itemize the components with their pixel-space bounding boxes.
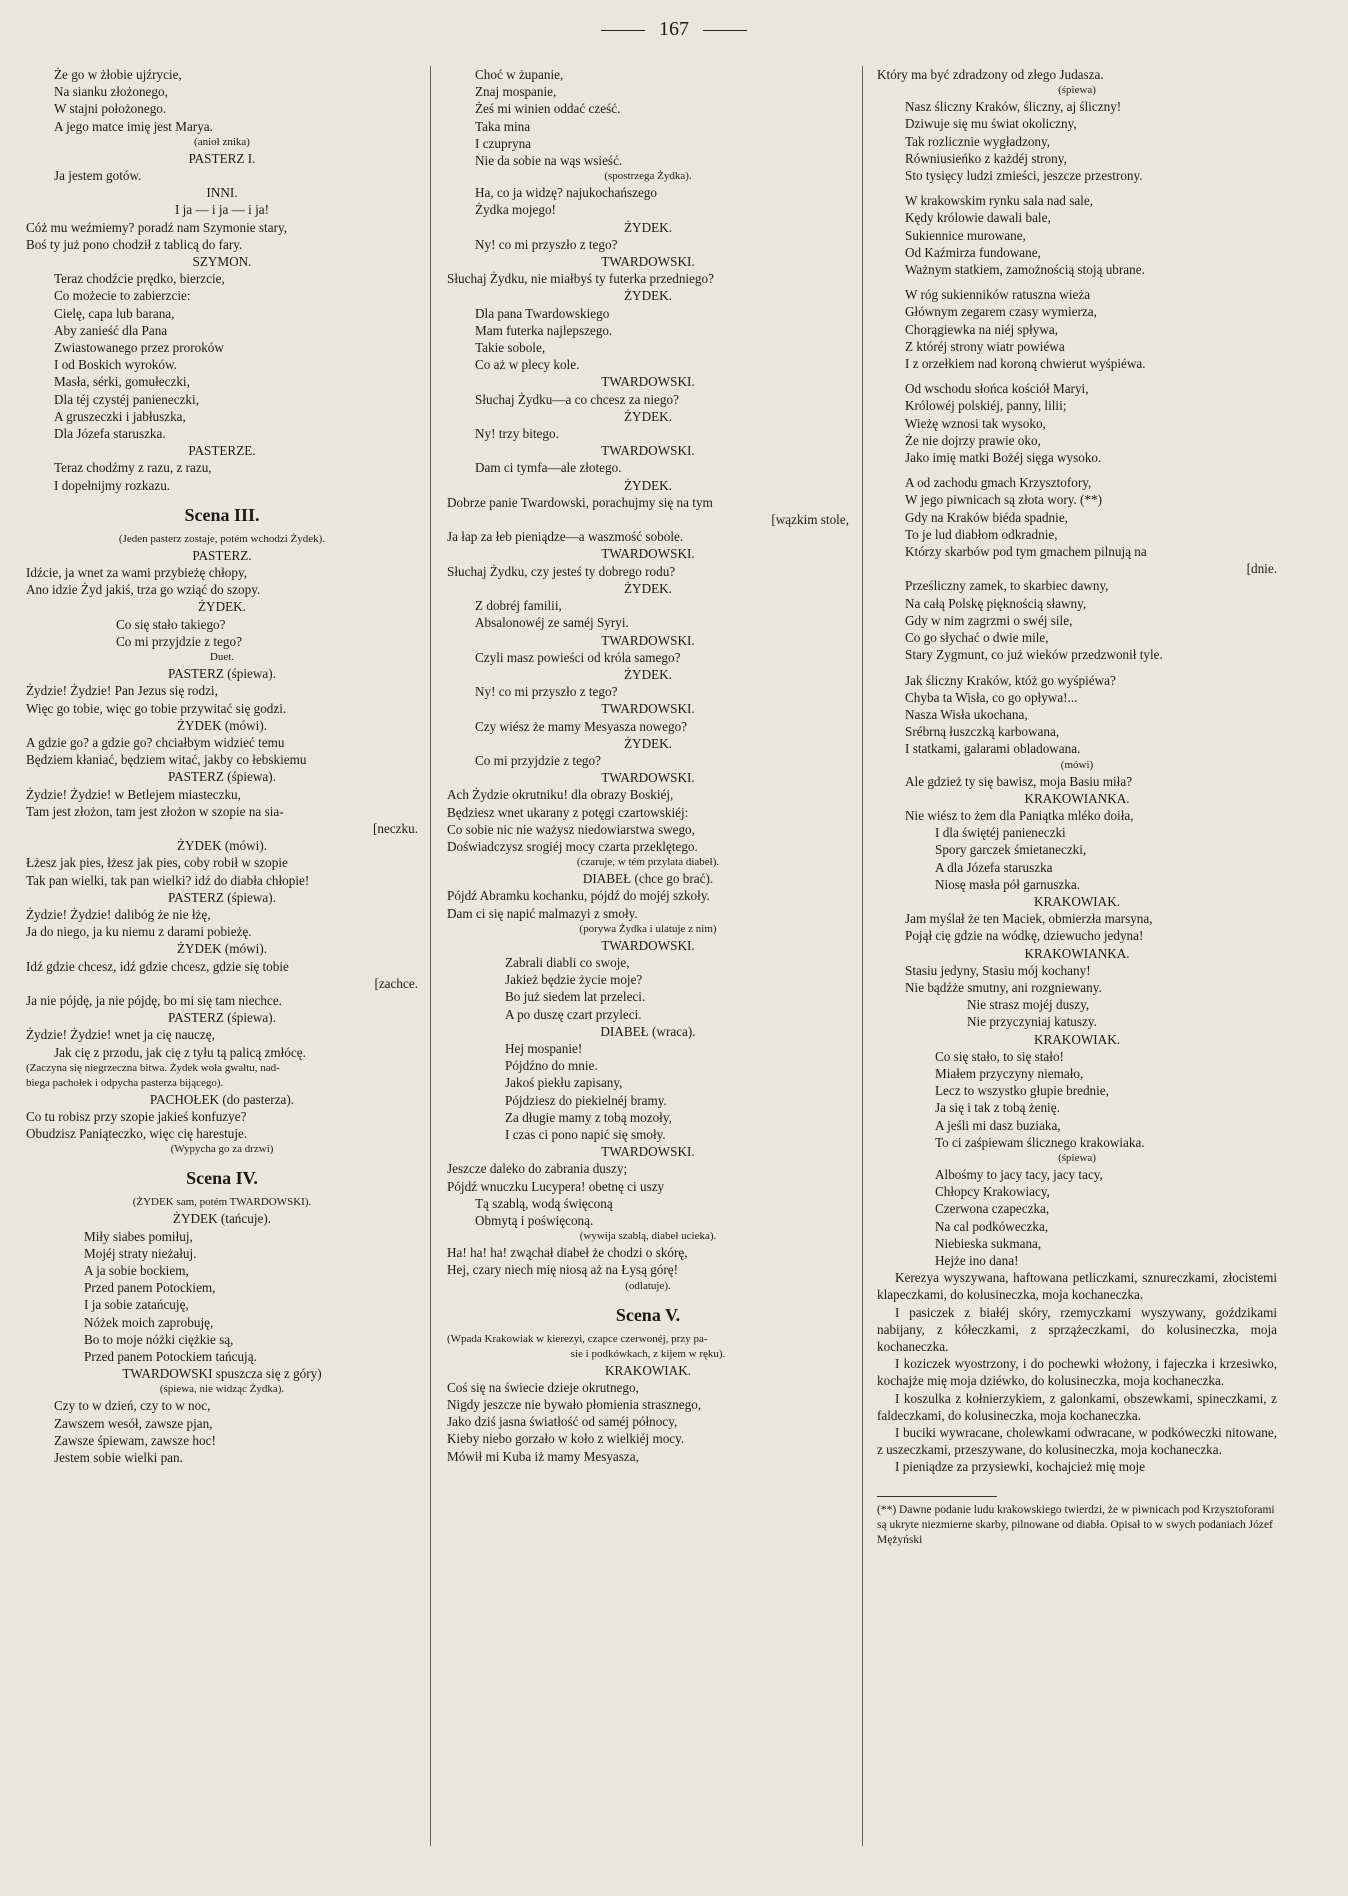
text-line: Od wschodu słońca kościół Maryi, (905, 381, 1089, 397)
stanza-gap (877, 184, 1277, 192)
text-line: Czyli masz powieści od króla samego? (475, 649, 681, 665)
text-line: Nóżek moich zaprobuję, (84, 1314, 214, 1330)
text-line: Stary Zygmunt, co już wieków przedzwonił tyle. (905, 647, 1163, 663)
text-line: PASTERZ I. (188, 150, 256, 166)
scene-heading: Scena III. (184, 504, 260, 525)
text-line: Zwiastowanego przez proroków (54, 340, 224, 356)
text-line: Miły siabes pomiłuj, (84, 1228, 193, 1244)
text-line: Ny! trzy bitego. (475, 426, 559, 442)
text-line: I z orzełkiem nad koroną chwierut wyśpiéwa. (905, 356, 1146, 372)
text-line: Pójdźno do mnie. (505, 1058, 598, 1074)
text-line: Jakoś piekłu zapisany, (505, 1075, 623, 1091)
text-line: Czerwona czapeczka, (935, 1201, 1050, 1217)
text-line: PASTERZ (śpiewa). (168, 769, 276, 785)
text-line: Z któréj strony wiatr powiéwa (905, 338, 1065, 354)
text-line: [dnie. (1246, 561, 1277, 577)
text-line: Zawsze śpiewam, zawsze hoc! (54, 1432, 216, 1448)
text-line: Zabrali diabli co swoje, (505, 954, 630, 970)
text-line: Dam ci tymfa—ale złotego. (475, 460, 622, 476)
text-line: (śpiewa) (1058, 1151, 1096, 1164)
text-line: Co aż w plecy kole. (475, 357, 580, 373)
text-line: Idźcie, ja wnet za wami przybieżę chłopy, (26, 565, 248, 581)
text-line: Jestem sobie wielki pan. (54, 1450, 183, 1466)
text-line: PASTERZ (śpiewa). (168, 1010, 276, 1026)
text-line: Chorągiewka na niéj spływa, (905, 321, 1059, 337)
text-line: Pójdź wnuczku Lucypera! obetnę ci uszy (447, 1178, 665, 1194)
text-line: Więc go tobie, więc go tobie przywitać się godzi. (26, 700, 287, 716)
text-line: Bo to moje nóżki ciężkie są, (84, 1331, 234, 1347)
text-line: ŻYDEK. (624, 666, 672, 682)
text-line: Ny! co mi przyszło z tego? (475, 236, 618, 252)
text-line: A po duszę czart przyleci. (505, 1006, 642, 1022)
header-rule-left (601, 30, 645, 31)
text-line: Tą szablą, wodą święconą (475, 1195, 613, 1211)
text-line: PASTERZ. (192, 547, 252, 563)
text-line: (spostrzega Żydka). (604, 170, 692, 183)
text-line: [neczku. (372, 820, 418, 836)
text-line: Jeszcze daleko do zabrania duszy; (447, 1161, 628, 1177)
text-line: Będziem kłaniać, będziem witać, jakby co łebskiemu (26, 752, 307, 768)
text-line: Słuchaj Żydku, czy jesteś ty dobrego rodu? (447, 563, 676, 579)
text-line: Ha, co ja widzę? najukochańszego (475, 185, 657, 201)
text-line: I od Boskich wyroków. (54, 357, 177, 373)
text-line: Hejże ino dana! (935, 1253, 1019, 1268)
text-line: Srébrną łuszczką karbowana, (905, 724, 1060, 740)
text-line: DIABEŁ (wraca). (600, 1023, 696, 1039)
text-line: (mówi) (1060, 758, 1094, 771)
text-line: Nasz śliczny Kraków, śliczny, aj śliczny! (905, 99, 1122, 115)
text-line: W jego piwnicach są złota wory. (**) (905, 492, 1103, 508)
text-line: Idź gdzie chcesz, idź gdzie chcesz, gdzie się tobie (26, 958, 289, 974)
text-line: A ja sobie bockiem, (84, 1262, 189, 1278)
text-line: Nie strasz mojéj duszy, (967, 997, 1090, 1013)
text-line: ŻYDEK. (624, 408, 672, 424)
text-line: Znaj mospanie, (475, 84, 557, 100)
text-line: INNI. (206, 185, 238, 201)
text-line: Niebieska sukmana, (935, 1235, 1042, 1251)
text-line: Lecz to wszystko głupie brednie, (935, 1083, 1109, 1099)
prose-paragraph: I koziczek wyostrzony, i do pochewki włożony, i fajeczka i krzesiwko, kochajże mię moja dziéwko, do kolusineczka, moja kochaneczka. (877, 1356, 1277, 1389)
text-line: Żydzie! Żydzie! w Betlejem miasteczku, (26, 786, 241, 802)
text-line: Chłopcy Krakowiacy, (935, 1184, 1050, 1200)
text-line: A od zachodu gmach Krzysztofory, (905, 475, 1092, 491)
text-line: Co mi przyjdzie z tego? (475, 752, 601, 768)
text-line: Mówił mi Kuba iż mamy Mesyasza, (447, 1448, 639, 1464)
text-line: Ważnym statkiem, zamożnością stoją ubrane. (905, 262, 1145, 278)
text-line: TWARDOWSKI. (601, 374, 695, 390)
prose-paragraph: I pasiczek z białéj skóry, rzemyczkami wyszywany, goździkami nabijany, z kółeczkami, z sprzążeczkami, do kolusineczka, moja kochaneczka. (877, 1304, 1277, 1355)
text-line: Taka mina (475, 118, 531, 134)
text-line: TWARDOWSKI. (601, 632, 695, 648)
text-line: (Zaczyna się niegrzeczna bitwa. Żydek woła gwałtu, nad- (26, 1061, 280, 1074)
text-line: Za długie mamy z tobą mozoły, (505, 1109, 672, 1125)
text-line: Mam futerka najlepszego. (475, 322, 613, 338)
text-line: ŻYDEK. (624, 288, 672, 304)
text-line: Albośmy to jacy tacy, jacy tacy, (935, 1166, 1103, 1182)
text-line: Dziwuje się mu świat okoliczny, (905, 116, 1077, 132)
text-column-1 (26, 66, 418, 1466)
text-line: Że go w żłobie ujźrycie, (54, 67, 182, 82)
text-line: Dla téj czystéj panieneczki, (54, 391, 199, 407)
text-line: Dla Józefa staruszka. (54, 426, 166, 442)
stanza-gap (877, 278, 1277, 286)
text-line: Którzy skarbów pod tym gmachem pilnują na (905, 544, 1147, 560)
text-line: [zachce. (374, 975, 418, 991)
text-line: ŻYDEK. (624, 477, 672, 493)
text-line: Królowéj polskiéj, panny, lilii; (905, 398, 1067, 414)
text-line: Sto tysięcy ludzi zmieści, jeszcze przestrony. (905, 168, 1143, 184)
text-line: To ci zaśpiewam ślicznego krakowiaka. (935, 1134, 1145, 1150)
text-line: Na cal podkóweczka, (935, 1218, 1049, 1234)
text-line: Ja jestem gotów. (54, 168, 142, 184)
text-line: Obudzisz Paniąteczko, więc cię harestuje. (26, 1126, 248, 1142)
text-line: Czy wiész że mamy Mesyasza nowego? (475, 718, 688, 734)
text-line: Na całą Polskę pięknością sławny, (905, 595, 1087, 611)
text-line: Głównym zegarem czasy wymierza, (905, 304, 1097, 320)
prose-paragraph: Kerezya wyszywana, haftowana petliczkami, sznureczkami, złocistemi klapeczkami, do kolusineczka, moja kochaneczka. (877, 1270, 1277, 1303)
text-line: Duet. (209, 651, 235, 664)
text-line: TWARDOWSKI. (601, 546, 695, 562)
text-line: PASTERZ (śpiewa). (168, 666, 276, 682)
text-line: Jam myślał że ten Maciek, obmierzła marsyna, (905, 911, 1153, 927)
text-line: Takie sobole, (475, 340, 546, 356)
text-line: Nasza Wisła ukochana, (905, 706, 1028, 722)
text-line: Przed panem Potockiem tańcują. (84, 1349, 257, 1364)
text-line: Co mi przyjdzie z tego? (116, 633, 242, 649)
text-line: A gruszeczki i jabłuszka, (54, 408, 186, 424)
text-line: Równiusieńko z każdéj strony, (905, 150, 1067, 166)
text-line: Hej mospanie! (505, 1040, 583, 1056)
text-line: KRAKOWIAK. (1033, 893, 1121, 909)
text-line: TWARDOWSKI. (601, 254, 695, 270)
text-line: Doświadczysz srogiéj mocy czarta przeklętego. (447, 838, 698, 854)
text-line: KRAKOWIAK. (604, 1362, 692, 1378)
text-line: Co go słychać o dwie mile, (905, 630, 1049, 646)
text-line: Ny! co mi przyszło z tego? (475, 684, 618, 700)
text-line: I ja — i ja — i ja! (174, 202, 270, 218)
text-line: Tam jest złożon, tam jest złożon w szopie na sia- (26, 803, 284, 819)
text-line: TWARDOWSKI. (601, 443, 695, 459)
text-line: Co się stało takiego? (116, 616, 226, 632)
text-line: I czas ci pono napić się smoły. (505, 1126, 666, 1142)
text-line: ŻYDEK. (624, 735, 672, 751)
text-line: Prześliczny zamek, to skarbiec dawny, (905, 578, 1109, 594)
text-line: Ach Żydzie okrutniku! dla obrazy Boskiéj, (447, 787, 674, 803)
text-line: Co tu robisz przy szopie jakieś konfuzye? (26, 1108, 247, 1124)
text-line: (ŻYDEK sam, potém TWARDOWSKI). (132, 1196, 312, 1209)
text-line: Co się stało, to się stało! (935, 1048, 1064, 1064)
text-line: W róg sukienników ratuszna wieża (905, 287, 1091, 303)
text-line: Ja się i tak z tobą żenię. (935, 1100, 1060, 1116)
text-line: Pójdź Abramku kochanku, pójdź do mojéj szkoły. (447, 888, 710, 904)
text-line: Aby zanieść dla Pana (54, 322, 168, 338)
header-rule-right (703, 30, 747, 31)
text-line: Ja nie pójdę, ja nie pójdę, bo mi się tam niechce. (26, 992, 282, 1008)
text-line: Co sobie nic nie ważysz niedowiarstwa swego, (447, 821, 695, 837)
text-line: Ja łap za łeb pieniądze—a waszmość sobole. (447, 529, 684, 545)
text-line: I dopełnijmy rozkazu. (54, 477, 171, 493)
text-line: biega pachołek i odpycha pasterza bijącego). (26, 1076, 224, 1089)
text-line: ŻYDEK (mówi). (176, 941, 268, 957)
text-line: Słuchaj Żydku—a co chcesz za niego? (475, 391, 679, 407)
text-line: (porywa Żydka i ulatuje z nim) (579, 922, 717, 935)
text-line: TWARDOWSKI. (601, 701, 695, 717)
text-line: Niosę masła pół garnuszka. (935, 876, 1081, 892)
text-line: ŻYDEK (tańcuje). (172, 1211, 272, 1227)
text-line: Łżesz jak pies, łżesz jak pies, coby robił w szopie (26, 855, 288, 871)
text-line: (Jeden pasterz zostaje, potém wchodzi Żydek). (118, 532, 326, 545)
text-line: (czaruje, w tém przylata diabeł). (576, 856, 720, 869)
text-line: Absalonowéj ze saméj Syryi. (475, 615, 629, 631)
text-line: ŻYDEK (mówi). (176, 838, 268, 854)
footnote-rule (877, 1496, 997, 1497)
text-line: Pójdziesz do piekielnéj bramy. (505, 1092, 667, 1108)
text-line: Stasiu jedyny, Stasiu mój kochany! (905, 962, 1091, 978)
text-line: To je lud diabłom odkradnie, (905, 526, 1058, 542)
text-line: Przed panem Potockiem, (84, 1280, 216, 1296)
prose-paragraph: I pieniądze za przysiewki, kochajcież mię moje (895, 1459, 1146, 1475)
text-line: Nigdy jeszcze nie bywało płomienia strasznego, (447, 1397, 702, 1413)
text-line: Gdy w nim zagrzmi o swéj sile, (905, 612, 1073, 628)
text-line: PASTERZ (śpiewa). (168, 889, 276, 905)
text-line: I dla świętéj panieneczki (935, 825, 1066, 841)
footnote: (**) Dawne podanie ludu krakowskiego twierdzi, że w piwnicach pod Krzysztoforami są ukryte niezmierne skarby, pilnowane od diabła. Opisał to w swych podaniach Józef Mężyński (877, 1503, 1275, 1546)
text-line: Nie wiész to żem dla Paniątka mléko doiła, (905, 807, 1134, 823)
text-column-2 (447, 66, 849, 1465)
text-line: I czupryna (475, 135, 532, 151)
text-line: (odlatuje). (625, 1279, 671, 1292)
text-line: Ale gdzież ty się bawisz, moja Basiu miła? (905, 773, 1133, 789)
text-line: Miałem przyczyny niemało, (935, 1065, 1084, 1081)
text-line: Teraz chodźmy z razu, z razu, (54, 460, 212, 476)
text-line: Ha! ha! ha! zwąchał diabeł że chodzi o skórę, (447, 1245, 688, 1261)
text-line: Coś się na świecie dzieje okrutnego, (447, 1379, 639, 1395)
text-line: Co możecie to zabierzcie: (54, 288, 191, 304)
text-line: A jeśli mi dasz buziaka, (935, 1117, 1061, 1133)
text-line: Cóż mu weźmiemy? poradź nam Szymonie stary, (26, 219, 287, 235)
text-line: Mojéj straty nieżałuj. (84, 1245, 197, 1261)
text-line: Jak śliczny Kraków, któż go wyśpiéwa? (905, 672, 1116, 688)
text-line: SZYMON. (192, 254, 252, 270)
text-line: Chyba ta Wisła, co go opływa!... (905, 689, 1078, 705)
text-line: Że nie dojrzy prawie oko, (905, 432, 1041, 448)
column-divider-left (430, 66, 431, 1846)
text-line: Zawszem wesół, zawsze pjan, (54, 1415, 213, 1431)
page-header (0, 18, 1348, 41)
text-line: Będziesz wnet ukarany z potęgi czartowskiéj: (447, 804, 689, 820)
text-line: KRAKOWIANKA. (1024, 945, 1130, 961)
text-line: Spory garczek śmietaneczki, (935, 842, 1087, 858)
text-line: Żeś mi winien oddać cześć. (475, 101, 621, 117)
text-line: Nie bądźże smutny, ani rozgniewany. (905, 979, 1102, 995)
text-line: TWARDOWSKI. (601, 937, 695, 953)
scene-heading: Scena V. (615, 1304, 681, 1325)
text-line: (śpiewa, nie widząc Żydka). (159, 1383, 285, 1396)
text-line: Jako dziś jasna światłość od saméj północy, (447, 1414, 678, 1430)
page-number: 167 (659, 18, 689, 40)
text-line: Choć w żupanie, (475, 67, 564, 82)
text-line: (Wypycha go za drzwi) (170, 1143, 274, 1156)
stanza-gap (877, 372, 1277, 380)
text-line: Gdy na Kraków biéda spadnie, (905, 509, 1068, 525)
text-line: ŻYDEK. (624, 219, 672, 235)
text-line: Od Kaźmirza fundowane, (905, 244, 1041, 260)
text-line: W stajni położonego. (54, 101, 167, 117)
text-line: (śpiewa) (1058, 84, 1096, 97)
text-line: (Wpada Krakowiak w kierezyi, czapce czerwonéj, przy pa- (447, 1332, 708, 1345)
text-line: KRAKOWIAK. (1033, 1031, 1121, 1047)
text-line: TWARDOWSKI spuszcza się z góry) (122, 1366, 322, 1382)
text-line: Słuchaj Żydku, nie miałbyś ty futerka przedniego? (447, 271, 714, 287)
text-line: PASTERZE. (188, 443, 256, 459)
text-line: Czy to w dzień, czy to w noc, (54, 1398, 211, 1414)
text-line: A gdzie go? a gdzie go? chciałbym widzieć temu (26, 734, 285, 750)
text-line: Kędy królowie dawali bale, (905, 210, 1051, 226)
text-column-3 (877, 66, 1277, 1548)
text-line: W krakowskim rynku sala nad sale, (905, 193, 1093, 209)
text-line: Z dobréj familii, (475, 598, 562, 614)
text-line: TWARDOWSKI. (601, 770, 695, 786)
text-line: Który ma być zdradzony od złego Judasza. (877, 67, 1104, 82)
text-line: Żydzie! Żydzie! Pan Jezus się rodzi, (26, 683, 218, 699)
text-line: Żydzie! Żydzie! dalibóg że nie łżę, (26, 906, 211, 922)
text-line: Jako imię matki Bożéj sięga wysoko. (905, 450, 1102, 466)
text-line: Żydzie! Żydzie! wnet ja cię nauczę, (26, 1027, 215, 1043)
text-line: Boś ty już pono chodził z tablicą do fary. (26, 236, 243, 252)
stanza-gap (877, 664, 1277, 672)
verse-block (877, 66, 1277, 1269)
text-line: KRAKOWIANKA. (1024, 790, 1130, 806)
text-line: Nie da sobie na wąs wsieść. (475, 153, 623, 169)
text-line: ŻYDEK. (198, 599, 246, 615)
prose-paragraph: I buciki wywracane, cholewkami odwracane, w podkóweczki nitowane, z uszeczkami, przeszywane, do kolusineczka, moja kochaneczka. (877, 1425, 1277, 1458)
text-line: Wieżę wznosi tak wysoko, (905, 415, 1046, 431)
text-line: (wywija szablą, diabeł ucieka). (579, 1230, 717, 1243)
text-line: Cielę, capa lub barana, (54, 305, 175, 321)
text-line: DIABEŁ (chce go brać). (582, 871, 714, 887)
text-line: sie i podkówkach, z kijem w ręku). (570, 1347, 726, 1360)
text-line: Hej, czary niech mię niosą aż na Łysą górę! (447, 1262, 679, 1278)
column-divider-right (862, 66, 863, 1846)
text-line: ŻYDEK (mówi). (176, 717, 268, 733)
prose-paragraph: I koszulka z kołnierzykiem, z galonkami, obszewkami, spineczkami, z faldeczkami, do kolusineczka, moja kochaneczka. (877, 1390, 1277, 1423)
text-line: Żydka mojego! (475, 202, 556, 218)
text-line: Tak pan wielki, tak pan wielki? idź do diabła chłopie! (26, 872, 310, 888)
text-line: Tak rozlicznie wygładzony, (905, 133, 1051, 149)
stanza-gap (877, 466, 1277, 474)
text-line: Teraz chodźcie prędko, bierzcie, (54, 271, 225, 287)
text-line: Obmytą i poświęconą. (475, 1213, 594, 1228)
text-line: Jak cię z przodu, jak cię z tyłu tą palicą zmłócę. (54, 1044, 306, 1060)
text-line: I statkami, galarami obladowana. (905, 741, 1081, 757)
text-line: [wązkim stole, (771, 512, 849, 528)
text-line: Masła, sérki, gomułeczki, (54, 374, 190, 390)
text-line: I ja sobie zatańcuję, (84, 1297, 189, 1313)
text-line: Kieby niebo gorzało w koło z wielkiéj mocy. (447, 1431, 685, 1447)
text-line: Ja do niego, ja ku niemu z darami pobieżę. (26, 924, 252, 940)
text-line: Sukiennice murowane, (905, 227, 1026, 243)
text-line: Dam ci się napić malmazyi z smoły. (447, 905, 638, 921)
text-line: Ano idzie Żyd jakiś, trza go wziąć do szopy. (26, 582, 261, 598)
text-line: Dobrze panie Twardowski, porachujmy się na tym (447, 494, 713, 510)
text-line: A jego matce imię jest Marya. (54, 118, 213, 134)
text-line: Nie przyczyniaj katuszy. (967, 1014, 1097, 1030)
text-line: Pojął cię gdzie na wódkę, dziewucho jedyna! (905, 928, 1144, 944)
text-line: A dla Józefa staruszka (935, 859, 1053, 875)
text-line: Na sianku złożonego, (54, 84, 168, 100)
text-line: (anioł znika) (194, 135, 250, 148)
text-line: Dla pana Twardowskiego (475, 305, 610, 321)
prose-block (877, 1269, 1277, 1475)
text-line: PACHOŁEK (do pasterza). (149, 1091, 295, 1107)
text-line: Bo już siedem lat przeleci. (505, 989, 646, 1005)
text-line: ŻYDEK. (624, 580, 672, 596)
scene-heading: Scena IV. (186, 1168, 258, 1189)
text-line: TWARDOWSKI. (601, 1144, 695, 1160)
text-line: Jakież będzie życie moje? (505, 972, 643, 988)
